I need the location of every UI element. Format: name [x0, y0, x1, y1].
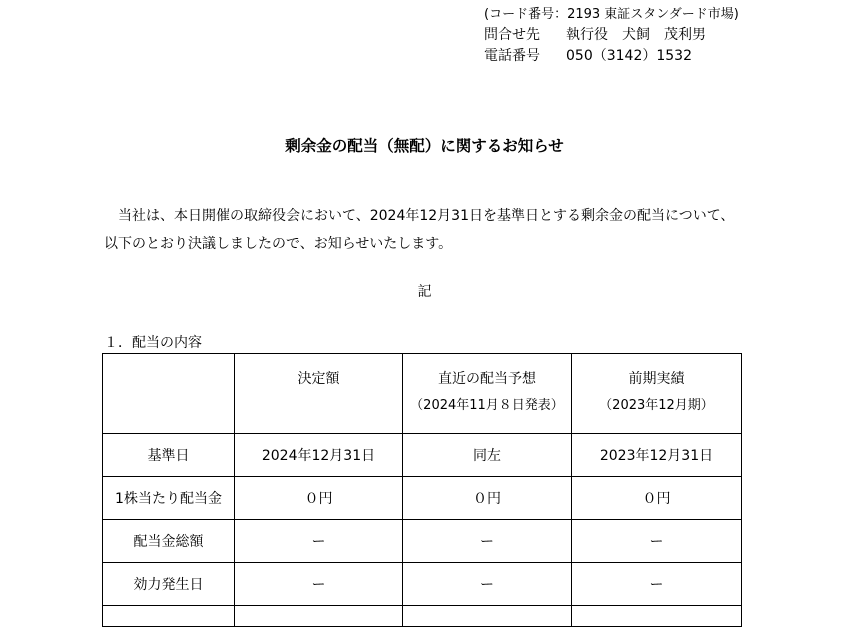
body-paragraph	[104, 202, 754, 258]
contact-header	[484, 4, 739, 67]
table-cell: ー	[235, 520, 403, 563]
table-row	[103, 434, 742, 477]
table-cell: ー	[403, 520, 572, 563]
header-cell-previous: 前期実績 （2023年12月期）	[572, 354, 742, 434]
table-cell: 2024年12月31日	[235, 434, 403, 477]
row-label: 基準日	[103, 434, 235, 477]
contact-value: 執行役 犬飼 茂利男	[566, 27, 706, 43]
table-cell: ０円	[572, 477, 742, 520]
contact-row	[484, 25, 739, 46]
body-line-2: 以下のとおり決議しましたので、お知らせいたします。	[104, 236, 453, 252]
header-cell-forecast: 直近の配当予想 （2024年11月８日発表）	[403, 354, 572, 434]
table-row	[103, 477, 742, 520]
section-heading: １．配当の内容	[104, 335, 202, 351]
document-title: 剰余金の配当（無配）に関するお知らせ	[285, 137, 564, 155]
row-label: 配当金総額	[103, 520, 235, 563]
contact-label: 問合せ先	[484, 27, 540, 43]
table-cell: 2023年12月31日	[572, 434, 742, 477]
row-label: 効力発生日	[103, 563, 235, 606]
table-cell	[403, 606, 572, 627]
header-sub-previous: （2023年12月期）	[599, 398, 714, 413]
table-cell	[103, 606, 235, 627]
table-row	[103, 520, 742, 563]
table-row-cut	[103, 606, 742, 627]
header-cell-decided: 決定額	[235, 354, 403, 434]
stock-code-line: (コード番号：2193 東証スタンダード市場)	[484, 7, 739, 22]
table-cell	[235, 606, 403, 627]
phone-value: 050（3142）1532	[566, 48, 692, 64]
table-cell: ー	[235, 563, 403, 606]
body-line-1: 当社は、本日開催の取締役会において、2024年12月31日を基準日とする剰余金の配当について、	[118, 208, 735, 224]
header-cell-empty	[103, 354, 235, 434]
table-cell: ０円	[235, 477, 403, 520]
header-sub-forecast: （2024年11月８日発表）	[410, 398, 564, 413]
table-header-row	[103, 354, 742, 434]
table-cell: ー	[403, 563, 572, 606]
ki-marker: 記	[417, 284, 432, 300]
table-row	[103, 563, 742, 606]
table-cell: ０円	[403, 477, 572, 520]
table-cell	[572, 606, 742, 627]
table-cell: ー	[572, 563, 742, 606]
row-label: 1株当たり配当金	[103, 477, 235, 520]
phone-row	[484, 46, 739, 67]
table-cell: 同左	[403, 434, 572, 477]
table-cell: ー	[572, 520, 742, 563]
dividend-table	[102, 353, 742, 627]
phone-label: 電話番号	[484, 48, 540, 64]
